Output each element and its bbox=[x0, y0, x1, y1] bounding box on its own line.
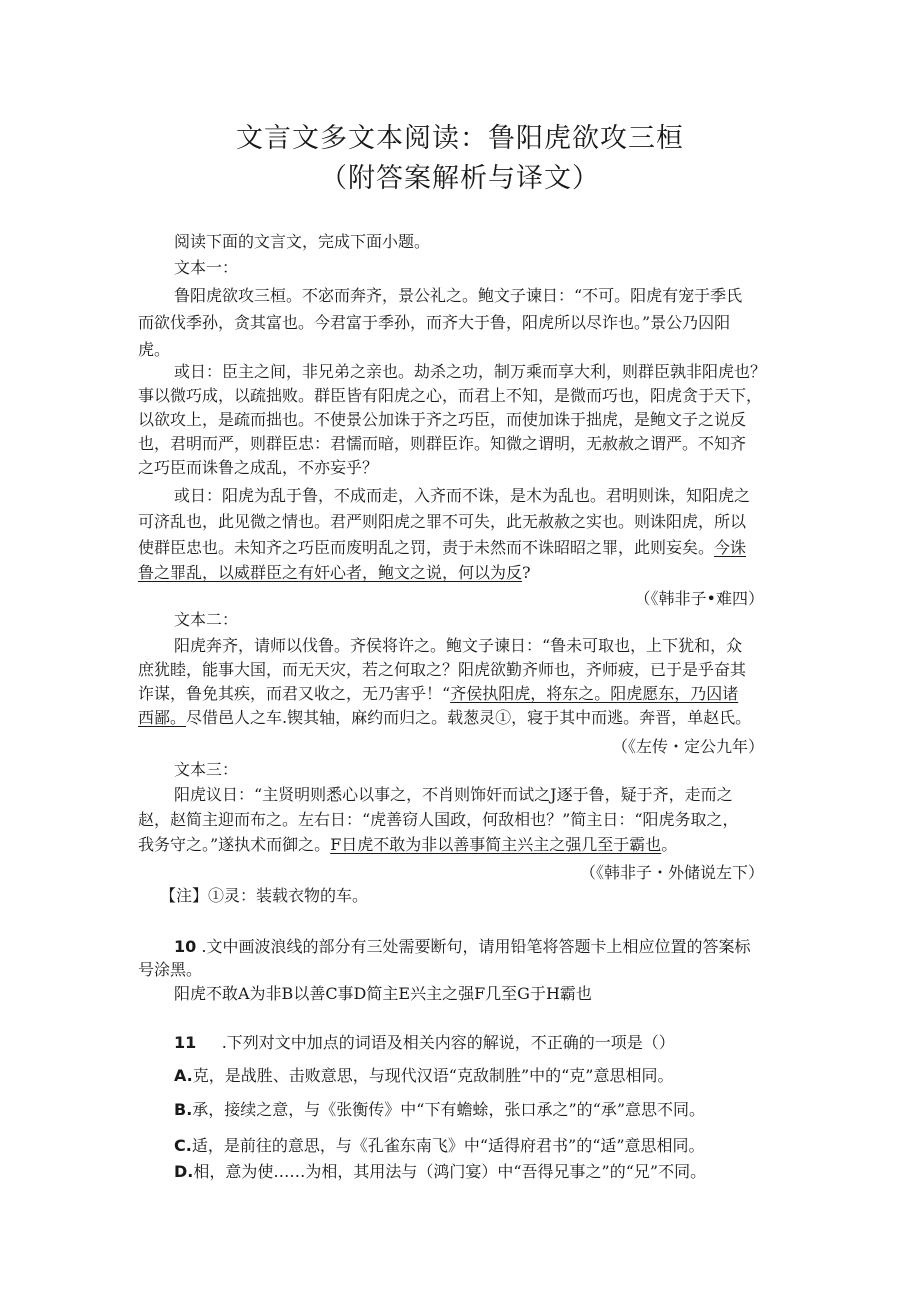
annotation-note: 【注】①灵：装载衣物的车。 bbox=[160, 886, 369, 905]
text1-line: 或日：阳虎为乱于鲁，不成而走，入齐而不诛，是木为乱也。君明则诛，知阳虎之 bbox=[174, 486, 751, 505]
text1-fragment: 使群臣忠也。未知齐之巧臣而废明乱之罚，责于未然而不诛昭昭之罪，此则妄矣。 bbox=[138, 538, 715, 557]
text3-fragment: 我务守之。”遂执术而御之。 bbox=[138, 835, 331, 854]
text1-line bbox=[138, 563, 531, 583]
question-10 bbox=[174, 937, 750, 957]
text2-line bbox=[138, 708, 751, 728]
text2-heading: 文本二： bbox=[174, 610, 239, 629]
text1-line: 而欲伐季孙，贪其富也。今君富于季孙，而齐大于鲁，阳虎所以尽诈也。”景公乃囚阳 bbox=[138, 313, 731, 332]
text2-line: 庶犹睦，能事大国，而无天灾，若之何取之？阳虎欲勤齐师也，齐师疲，已于是乎奋其 bbox=[138, 660, 747, 679]
text3-heading: 文本三： bbox=[174, 760, 239, 779]
question-text: .下列对文中加点的词语及相关内容的解说，不正确的一项是（） bbox=[221, 1033, 675, 1052]
text1-heading: 文本一： bbox=[174, 258, 239, 277]
option-text: 承，接续之意，与《张衡传》中“下有蟾蜍，张口承之”的“承”意思不同。 bbox=[192, 1100, 706, 1119]
text1-line: 也，君明而严，则群臣忠：君懦而暗，则群臣诈。知微之谓明，无赦赦之谓严。不知齐 bbox=[138, 434, 747, 453]
option-text: 相，意为使……为相，其用法与（鸿门宴）中“吾得兄事之”的“兄”不同。 bbox=[193, 1162, 707, 1181]
intro-text: 阅读下面的文言文，完成下面小题。 bbox=[174, 232, 431, 251]
option-text: 适，是前往的意思，与《孔雀东南飞》中“适得府君书”的“适”意思相同。 bbox=[191, 1136, 705, 1155]
text2-fragment: 诈谋，鲁免其疾，而君又收之，无乃害乎！“ bbox=[138, 684, 451, 703]
text1-line: 可济乱也，此见微之情也。君严则阳虎之罪不可失，此无赦赦之实也。则诛阳虎，所以 bbox=[138, 512, 747, 531]
option-c bbox=[174, 1136, 705, 1156]
text3-fragment: 。 bbox=[661, 835, 678, 854]
option-a bbox=[174, 1066, 674, 1086]
question-number: 10 bbox=[174, 937, 197, 956]
text2-source: （《左传・定公九年） bbox=[611, 737, 764, 756]
underlined-passage: F日虎不敢为非以善事简主兴主之强几至于霸也 bbox=[330, 835, 662, 854]
option-b bbox=[174, 1100, 705, 1120]
text1-line: 以欲攻上，是疏而拙也。不使景公加诛于齐之巧臣，而使加诛于拙虎，是鲍文子之说反 bbox=[138, 410, 747, 429]
text3-line bbox=[138, 835, 677, 855]
text2-line bbox=[138, 684, 738, 704]
text2-fragment: 尽借邑人之车.锲其轴，麻约而归之。载葱灵①，寝于其中而逃。奔晋，单赵氏。 bbox=[186, 708, 752, 727]
question-11 bbox=[174, 1033, 675, 1053]
text1-line bbox=[138, 538, 746, 558]
page-title: 文言文多文本阅读：鲁阳虎欲攻三桓 bbox=[236, 123, 684, 154]
question-number: 11 bbox=[174, 1033, 197, 1052]
text3-line: 赵，赵简主迎而布之。左右日：“虎善窃人国政，何敌相也？”简主日：“阳虎务取之， bbox=[138, 810, 739, 829]
underlined-passage: 今诛 bbox=[714, 538, 747, 557]
text1-fragment: ? bbox=[522, 563, 531, 582]
underlined-passage: 鲁之罪乱，以威群臣之有奸心者，鲍文之说，何以为反 bbox=[138, 563, 523, 582]
question-text: .文中画波浪线的部分有三处需要断句，请用铅笔将答题卡上相应位置的答案标 bbox=[201, 937, 751, 956]
option-text: 克，是战胜、击败意思，与现代汉语“克敌制胜”中的“克”意思相同。 bbox=[192, 1066, 674, 1085]
text3-source: （《韩非子・外储说左下） bbox=[579, 863, 764, 882]
question-text: 号涂黑。 bbox=[138, 960, 203, 979]
question-answer: 阳虎不敢A为非B以善C事D简主E兴主之强F几至G于H霸也 bbox=[174, 984, 592, 1003]
text1-line: 事以微巧成，以疏拙败。群臣皆有阳虎之心，而君上不知，是微而巧也，阳虎贪于天下， bbox=[138, 386, 763, 405]
text1-line: 鲁阳虎欲攻三桓。不宓而奔齐，景公礼之。鲍文子谏日：“不可。阳虎有宠于季氏 bbox=[174, 286, 743, 305]
option-letter: A. bbox=[174, 1066, 193, 1085]
underlined-passage: 西鄙。 bbox=[138, 708, 187, 727]
text3-line: 阳虎议日：“主贤明则悉心以事之，不肖则饰奸而试之J逐于鲁，疑于齐，走而之 bbox=[174, 785, 733, 804]
option-letter: C. bbox=[174, 1136, 192, 1155]
text1-source: （《韩非子•难四） bbox=[634, 589, 764, 608]
text1-line: 虎。 bbox=[138, 340, 171, 359]
text2-line: 阳虎奔齐，请师以伐鲁。齐侯将许之。鲍文子谏日：“鲁未可取也，上下犹和，众 bbox=[174, 636, 743, 655]
text1-line: 或日：臣主之间，非兄弟之亲也。劫杀之功，制万乘而享大利，则群臣孰非阳虎也？ bbox=[174, 362, 767, 381]
text1-line: 之巧臣而诛鲁之成乱，不亦妄乎？ bbox=[138, 458, 379, 477]
option-d bbox=[174, 1162, 706, 1182]
option-letter: B. bbox=[174, 1100, 193, 1119]
page-subtitle: （附答案解析与译文） bbox=[320, 163, 600, 194]
option-letter: D. bbox=[174, 1162, 194, 1181]
underlined-passage: 齐侯执阳虎，将东之。阳虎愿东，乃囚诸 bbox=[450, 684, 739, 703]
